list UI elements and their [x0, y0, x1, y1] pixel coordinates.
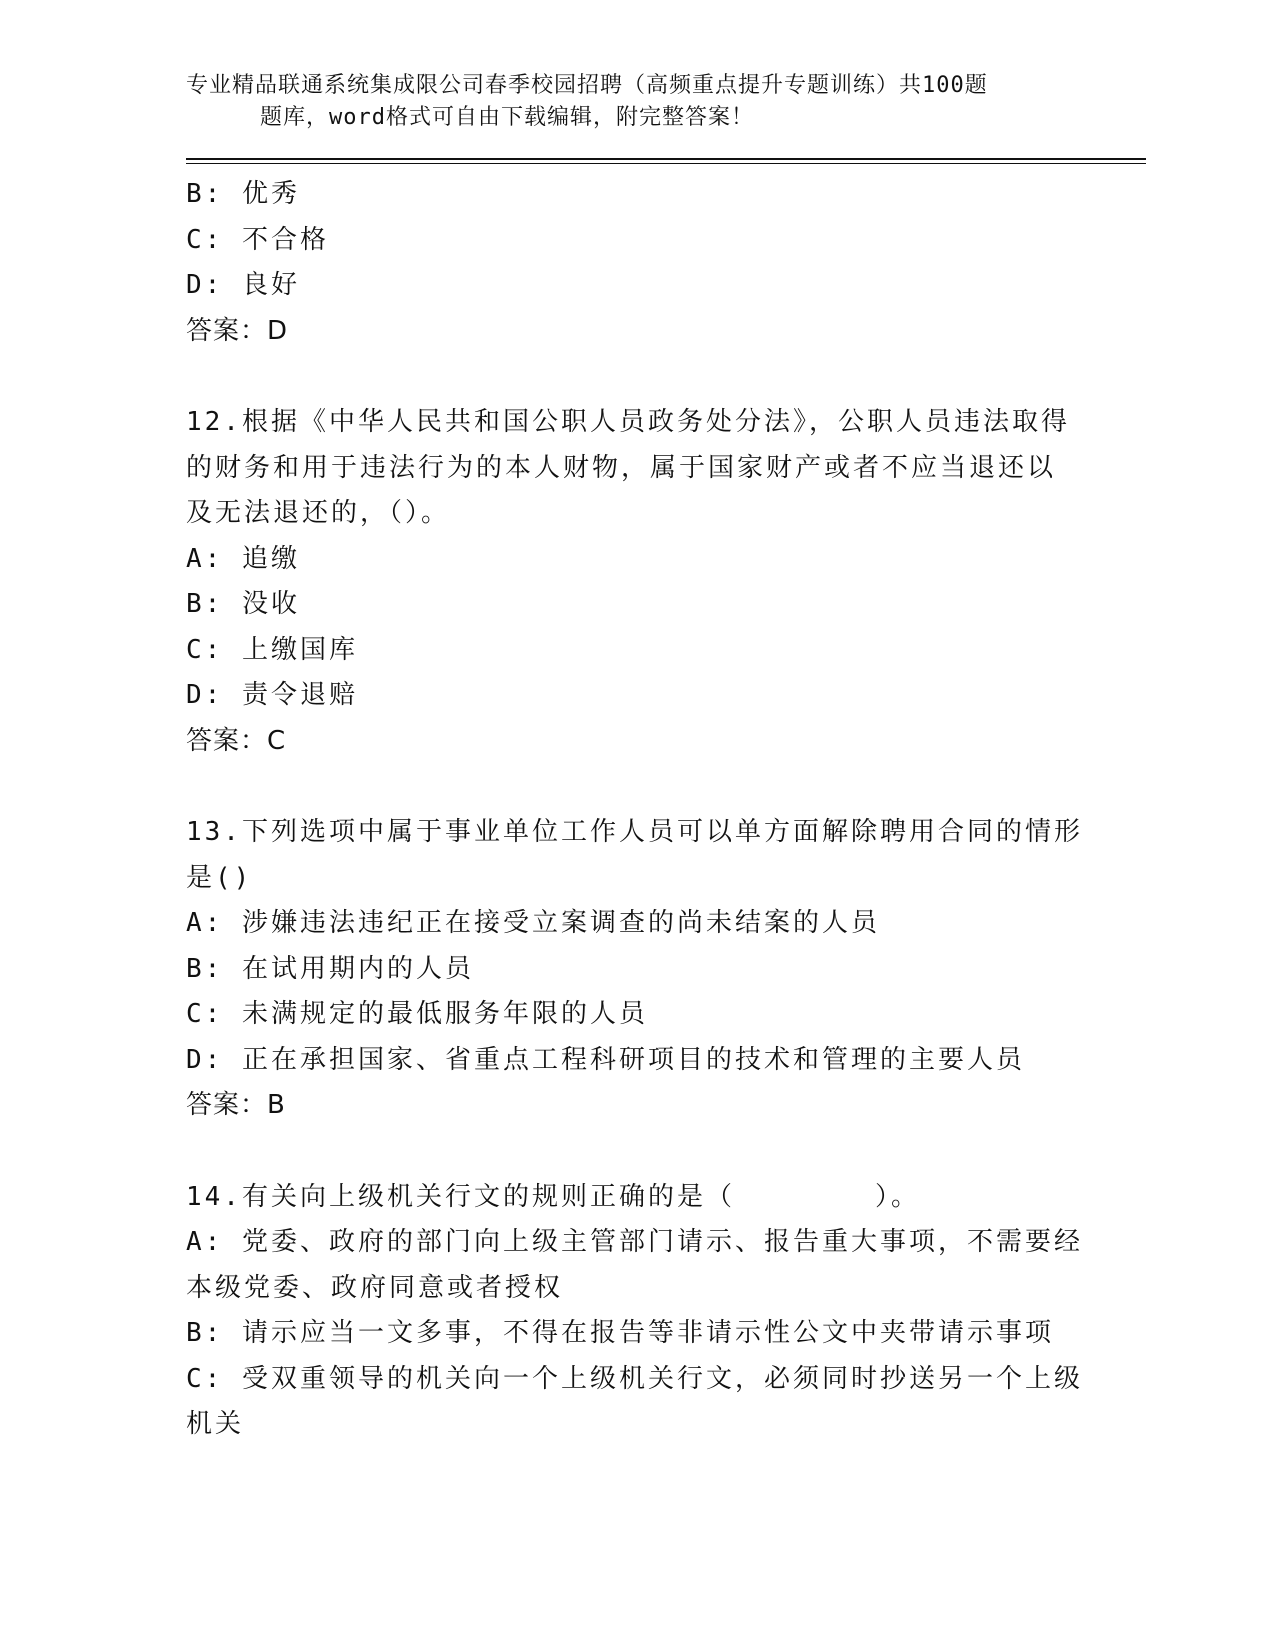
spacer	[186, 1129, 1146, 1175]
option-d: D: 良好	[186, 270, 300, 300]
answer-line: 答案：B	[186, 1090, 286, 1120]
spacer	[186, 354, 1146, 400]
page-header	[186, 70, 1146, 134]
stem-before-blank: 14.有关向上级机关行文的规则正确的是（	[186, 1181, 735, 1212]
question-13	[186, 810, 1146, 1129]
option-d: D: 责令退赔	[186, 680, 358, 710]
option-c: C: 不合格	[186, 224, 329, 255]
header-title-line1: 专业精品联通系统集成限公司春季校园招聘（高频重点提升专题训练）共100题	[186, 73, 988, 98]
option-b: B: 没收	[186, 589, 300, 619]
option-b: B: 优秀	[186, 179, 300, 209]
question-stem-line: 及无法退还的，（）。	[186, 498, 451, 528]
question-14	[186, 1175, 1146, 1448]
option-b: B: 在试用期内的人员	[186, 953, 474, 984]
option-d: D: 正在承担国家、省重点工程科研项目的技术和管理的主要人员	[186, 1044, 1025, 1075]
question-stem-line: 12.根据《中华人民共和国公职人员政务处分法》，公职人员违法取得	[186, 407, 1070, 437]
option-c-continued: 机关	[186, 1409, 245, 1439]
option-c: C: 上缴国库	[186, 634, 358, 665]
question-11	[186, 172, 1146, 354]
option-a: A: 党委、政府的部门向上级主管部门请示、报告重大事项，不需要经	[186, 1227, 1083, 1257]
option-a: A: 涉嫌违法违纪正在接受立案调查的尚未结案的人员	[186, 908, 880, 938]
question-stem-line	[186, 1175, 1146, 1221]
document-page	[186, 70, 1146, 1448]
question-stem-line: 13.下列选项中属于事业单位工作人员可以单方面解除聘用合同的情形	[186, 817, 1083, 847]
answer-line: 答案：D	[186, 315, 289, 346]
stem-after-blank: ）。	[874, 1181, 920, 1212]
answer-line: 答案：C	[186, 725, 287, 756]
question-list	[186, 172, 1146, 1448]
question-stem-line: 的财务和用于违法行为的本人财物，属于国家财产或者不应当退还以	[186, 452, 1057, 483]
spacer	[186, 764, 1146, 810]
question-stem-line: 是()	[186, 862, 253, 893]
option-a-continued: 本级党委、政府同意或者授权	[186, 1272, 564, 1303]
header-divider	[186, 158, 1146, 164]
option-c: C: 受双重领导的机关向一个上级机关行文，必须同时抄送另一个上级	[186, 1363, 1083, 1394]
question-12	[186, 400, 1146, 764]
option-b: B: 请示应当一文多事，不得在报告等非请示性公文中夹带请示事项	[186, 1318, 1054, 1348]
option-c: C: 未满规定的最低服务年限的人员	[186, 999, 648, 1029]
header-title-line2: 题库，word格式可自由下载编辑，附完整答案！	[260, 105, 754, 130]
option-a: A: 追缴	[186, 543, 300, 574]
